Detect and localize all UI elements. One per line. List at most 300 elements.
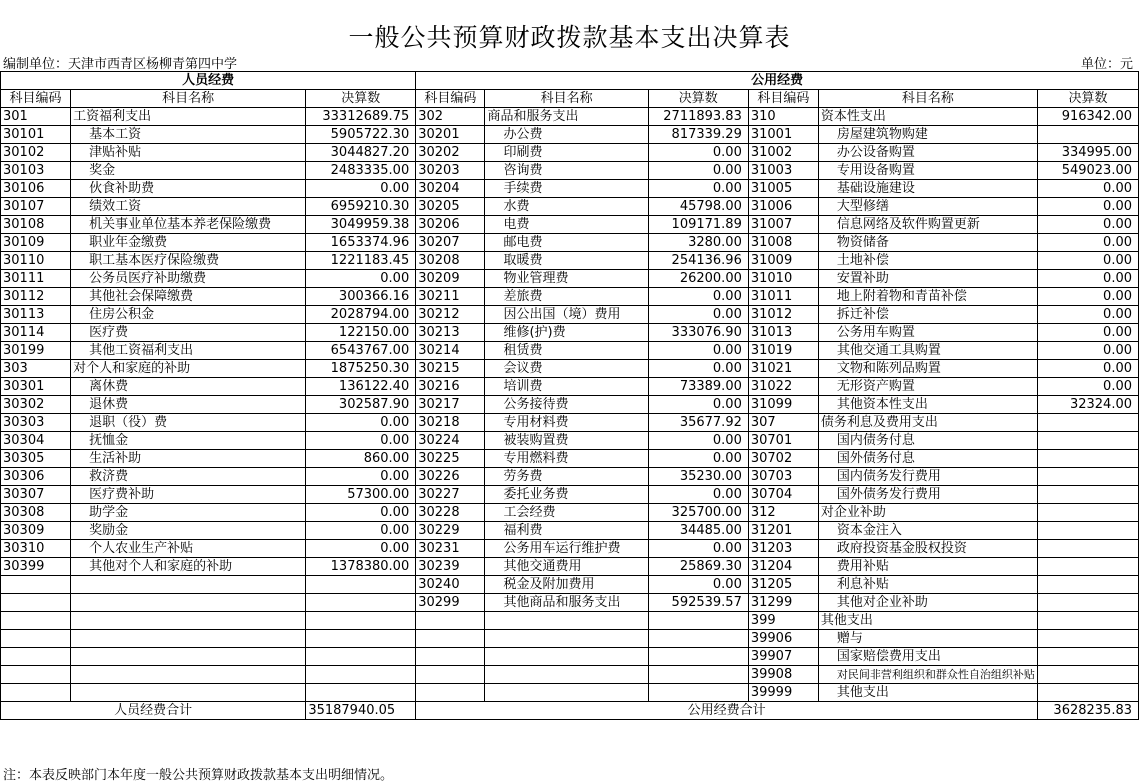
- cell-amount: 35677.92: [648, 414, 748, 432]
- cell-name: 物业管理费: [485, 270, 648, 288]
- cell-amount: [1037, 486, 1138, 504]
- cell-code: 302: [416, 108, 485, 126]
- cell-code: 30227: [416, 486, 485, 504]
- cell-amount: [1037, 576, 1138, 594]
- table-row: [1, 414, 1139, 432]
- cell-amount: 34485.00: [648, 522, 748, 540]
- cell-code: 31299: [748, 594, 818, 612]
- cell-amount: 3044827.20: [306, 144, 416, 162]
- cell-name: 其他支出: [818, 684, 1037, 702]
- cell-code: 31008: [748, 234, 818, 252]
- cell-amount: 916342.00: [1037, 108, 1138, 126]
- cell-amount: 0.00: [1037, 378, 1138, 396]
- cell-code: 399: [748, 612, 818, 630]
- cell-name: 助学金: [71, 504, 306, 522]
- cell-amount: 0.00: [1037, 270, 1138, 288]
- cell-amount: 2028794.00: [306, 306, 416, 324]
- table-row: [1, 126, 1139, 144]
- cell-code: 30213: [416, 324, 485, 342]
- cell-code: 30215: [416, 360, 485, 378]
- header-name: 科目名称: [71, 90, 306, 108]
- cell-amount: 73389.00: [648, 378, 748, 396]
- cell-amount: 1875250.30: [306, 360, 416, 378]
- group-header-public: 公用经费: [416, 72, 1139, 90]
- cell-amount: 0.00: [306, 540, 416, 558]
- header-code: 科目编码: [1, 90, 71, 108]
- cell-amount: 3049959.38: [306, 216, 416, 234]
- cell-code: 30108: [1, 216, 71, 234]
- cell-name: 物资储备: [818, 234, 1037, 252]
- cell-code: 30111: [1, 270, 71, 288]
- cell-name: 其他交通费用: [485, 558, 648, 576]
- cell-code: 30306: [1, 468, 71, 486]
- cell-name: 费用补贴: [818, 558, 1037, 576]
- cell-name: 劳务费: [485, 468, 648, 486]
- table-row: [1, 396, 1139, 414]
- cell-name: 专用材料费: [485, 414, 648, 432]
- cell-amount: 2711893.83: [648, 108, 748, 126]
- cell-name: [485, 666, 648, 684]
- cell-name: 对企业补助: [818, 504, 1037, 522]
- cell-code: 30309: [1, 522, 71, 540]
- cell-name: 其他对企业补助: [818, 594, 1037, 612]
- cell-name: 安置补助: [818, 270, 1037, 288]
- cell-name: 奖金: [71, 162, 306, 180]
- cell-amount: [1037, 540, 1138, 558]
- cell-code: 39908: [748, 666, 818, 684]
- cell-code: 31010: [748, 270, 818, 288]
- cell-code: 30113: [1, 306, 71, 324]
- cell-amount: [1037, 450, 1138, 468]
- cell-name: 公务员医疗补助缴费: [71, 270, 306, 288]
- cell-amount: [648, 630, 748, 648]
- cell-name: 工会经费: [485, 504, 648, 522]
- cell-amount: 33312689.75: [306, 108, 416, 126]
- total-public-value: 3628235.83: [1037, 702, 1138, 720]
- cell-code: 30225: [416, 450, 485, 468]
- cell-code: 30199: [1, 342, 71, 360]
- cell-code: 30229: [416, 522, 485, 540]
- total-personnel-value: 35187940.05: [306, 702, 416, 720]
- cell-code: 30308: [1, 504, 71, 522]
- cell-name: 医疗费: [71, 324, 306, 342]
- cell-name: [71, 630, 306, 648]
- cell-amount: [648, 648, 748, 666]
- cell-amount: 35230.00: [648, 468, 748, 486]
- cell-name: 退职（役）费: [71, 414, 306, 432]
- header-amount: 决算数: [306, 90, 416, 108]
- cell-amount: 109171.89: [648, 216, 748, 234]
- cell-code: 30202: [416, 144, 485, 162]
- cell-code: 30216: [416, 378, 485, 396]
- table-row: [1, 162, 1139, 180]
- cell-name: 离休费: [71, 378, 306, 396]
- cell-amount: 0.00: [648, 342, 748, 360]
- cell-code: [416, 648, 485, 666]
- table-row: [1, 684, 1139, 702]
- cell-code: [1, 576, 71, 594]
- cell-name: 咨询费: [485, 162, 648, 180]
- cell-name: 信息网络及软件购置更新: [818, 216, 1037, 234]
- cell-name: 其他社会保障缴费: [71, 288, 306, 306]
- cell-name: [485, 630, 648, 648]
- table-row: [1, 180, 1139, 198]
- cell-name: 委托业务费: [485, 486, 648, 504]
- cell-name: 住房公积金: [71, 306, 306, 324]
- cell-code: 31201: [748, 522, 818, 540]
- table-row: [1, 576, 1139, 594]
- cell-code: 31007: [748, 216, 818, 234]
- cell-amount: 0.00: [1037, 216, 1138, 234]
- cell-name: 土地补偿: [818, 252, 1037, 270]
- cell-name: 大型修缮: [818, 198, 1037, 216]
- table-row: [1, 108, 1139, 126]
- cell-amount: 0.00: [1037, 198, 1138, 216]
- cell-name: 水费: [485, 198, 648, 216]
- cell-name: 邮电费: [485, 234, 648, 252]
- cell-code: 30203: [416, 162, 485, 180]
- cell-name: 商品和服务支出: [485, 108, 648, 126]
- table-row: [1, 306, 1139, 324]
- cell-code: 301: [1, 108, 71, 126]
- cell-amount: 0.00: [1037, 288, 1138, 306]
- table-row: [1, 288, 1139, 306]
- header-amount: 决算数: [648, 90, 748, 108]
- header-code: 科目编码: [416, 90, 485, 108]
- cell-amount: [648, 684, 748, 702]
- cell-code: 30228: [416, 504, 485, 522]
- cell-code: 30207: [416, 234, 485, 252]
- cell-name: 印刷费: [485, 144, 648, 162]
- cell-amount: 0.00: [648, 540, 748, 558]
- cell-name: 租赁费: [485, 342, 648, 360]
- cell-name: 培训费: [485, 378, 648, 396]
- cell-code: 30214: [416, 342, 485, 360]
- cell-code: 31019: [748, 342, 818, 360]
- cell-code: 30109: [1, 234, 71, 252]
- table-row: [1, 216, 1139, 234]
- cell-amount: [1037, 468, 1138, 486]
- cell-code: 30106: [1, 180, 71, 198]
- cell-name: 其他对个人和家庭的补助: [71, 558, 306, 576]
- cell-name: 公务接待费: [485, 396, 648, 414]
- page-title: 一般公共预算财政拨款基本支出决算表: [348, 23, 791, 52]
- cell-code: 30310: [1, 540, 71, 558]
- cell-code: 30399: [1, 558, 71, 576]
- cell-amount: [306, 684, 416, 702]
- table-row: [1, 432, 1139, 450]
- cell-code: 31204: [748, 558, 818, 576]
- cell-name: 取暖费: [485, 252, 648, 270]
- table-row: [1, 630, 1139, 648]
- cell-code: 30218: [416, 414, 485, 432]
- cell-amount: 0.00: [648, 396, 748, 414]
- cell-name: 其他资本性支出: [818, 396, 1037, 414]
- cell-name: 国家赔偿费用支出: [818, 648, 1037, 666]
- cell-code: 31013: [748, 324, 818, 342]
- table-row: [1, 252, 1139, 270]
- cell-code: 30704: [748, 486, 818, 504]
- currency-unit: 单位：元: [1080, 57, 1133, 72]
- cell-amount: 0.00: [648, 486, 748, 504]
- cell-amount: [1037, 432, 1138, 450]
- cell-code: 30211: [416, 288, 485, 306]
- cell-name: 医疗费补助: [71, 486, 306, 504]
- cell-amount: 0.00: [1037, 252, 1138, 270]
- cell-amount: [306, 594, 416, 612]
- cell-amount: [1037, 594, 1138, 612]
- table-row: [1, 360, 1139, 378]
- total-personnel-label: 人员经费合计: [1, 702, 306, 720]
- cell-amount: 6543767.00: [306, 342, 416, 360]
- table-row: [1, 468, 1139, 486]
- cell-name: 资本金注入: [818, 522, 1037, 540]
- cell-amount: [1037, 684, 1138, 702]
- cell-code: 30703: [748, 468, 818, 486]
- cell-name: [71, 594, 306, 612]
- cell-amount: 122150.00: [306, 324, 416, 342]
- cell-amount: 6959210.30: [306, 198, 416, 216]
- cell-amount: 2483335.00: [306, 162, 416, 180]
- cell-name: [71, 648, 306, 666]
- table-row: [1, 594, 1139, 612]
- cell-name: 专用设备购置: [818, 162, 1037, 180]
- cell-name: 公务用车运行维护费: [485, 540, 648, 558]
- cell-code: [416, 684, 485, 702]
- cell-code: 30102: [1, 144, 71, 162]
- cell-amount: 817339.29: [648, 126, 748, 144]
- cell-code: 30206: [416, 216, 485, 234]
- cell-amount: 0.00: [648, 432, 748, 450]
- cell-name: 利息补贴: [818, 576, 1037, 594]
- table-row: [1, 558, 1139, 576]
- cell-amount: 592539.57: [648, 594, 748, 612]
- cell-name: 赠与: [818, 630, 1037, 648]
- cell-code: [1, 612, 71, 630]
- cell-amount: 0.00: [306, 522, 416, 540]
- cell-code: 30305: [1, 450, 71, 468]
- cell-amount: 136122.40: [306, 378, 416, 396]
- cell-code: 30301: [1, 378, 71, 396]
- cell-code: 30702: [748, 450, 818, 468]
- cell-code: 30212: [416, 306, 485, 324]
- table-row: [1, 270, 1139, 288]
- cell-name: [71, 612, 306, 630]
- cell-amount: [306, 630, 416, 648]
- cell-amount: 0.00: [1037, 180, 1138, 198]
- cell-code: 30209: [416, 270, 485, 288]
- cell-amount: 0.00: [648, 144, 748, 162]
- cell-code: [1, 684, 71, 702]
- cell-code: 30103: [1, 162, 71, 180]
- cell-code: 303: [1, 360, 71, 378]
- table-row: [1, 144, 1139, 162]
- cell-amount: 32324.00: [1037, 396, 1138, 414]
- cell-amount: 57300.00: [306, 486, 416, 504]
- cell-code: 30307: [1, 486, 71, 504]
- cell-code: 30114: [1, 324, 71, 342]
- cell-amount: [1037, 612, 1138, 630]
- cell-name: 国外债务发行费用: [818, 486, 1037, 504]
- cell-name: 公务用车购置: [818, 324, 1037, 342]
- table-row: [1, 486, 1139, 504]
- cell-amount: 860.00: [306, 450, 416, 468]
- cell-code: [1, 630, 71, 648]
- cell-amount: 0.00: [1037, 342, 1138, 360]
- table-row: [1, 324, 1139, 342]
- table-row: [1, 342, 1139, 360]
- cell-name: 工资福利支出: [71, 108, 306, 126]
- cell-amount: 0.00: [648, 162, 748, 180]
- cell-name: 维修(护)费: [485, 324, 648, 342]
- cell-code: [416, 666, 485, 684]
- table-row: [1, 648, 1139, 666]
- cell-code: 31001: [748, 126, 818, 144]
- table-row: [1, 234, 1139, 252]
- cell-code: 30299: [416, 594, 485, 612]
- cell-code: 39999: [748, 684, 818, 702]
- cell-name: 拆迁补偿: [818, 306, 1037, 324]
- table-row: [1, 522, 1139, 540]
- cell-code: 30101: [1, 126, 71, 144]
- cell-name: 会议费: [485, 360, 648, 378]
- cell-code: 30303: [1, 414, 71, 432]
- cell-code: 30302: [1, 396, 71, 414]
- cell-code: 30701: [748, 432, 818, 450]
- cell-code: [416, 630, 485, 648]
- cell-name: 国外债务付息: [818, 450, 1037, 468]
- cell-name: 津贴补贴: [71, 144, 306, 162]
- cell-name: 国内债务付息: [818, 432, 1037, 450]
- cell-name: 国内债务发行费用: [818, 468, 1037, 486]
- cell-code: 31011: [748, 288, 818, 306]
- cell-amount: [1037, 558, 1138, 576]
- cell-name: 机关事业单位基本养老保险缴费: [71, 216, 306, 234]
- cell-code: 30107: [1, 198, 71, 216]
- cell-amount: [306, 666, 416, 684]
- cell-name: [485, 612, 648, 630]
- cell-amount: [648, 666, 748, 684]
- cell-amount: [306, 612, 416, 630]
- cell-amount: 302587.90: [306, 396, 416, 414]
- cell-name: 手续费: [485, 180, 648, 198]
- header-amount: 决算数: [1037, 90, 1138, 108]
- cell-name: 资本性支出: [818, 108, 1037, 126]
- cell-amount: 333076.90: [648, 324, 748, 342]
- cell-amount: 0.00: [306, 432, 416, 450]
- cell-code: [1, 594, 71, 612]
- cell-amount: 0.00: [648, 576, 748, 594]
- cell-name: 被装购置费: [485, 432, 648, 450]
- cell-code: 39906: [748, 630, 818, 648]
- footnote: 注：本表反映部门本年度一般公共预算财政拨款基本支出明细情况。: [3, 768, 394, 783]
- group-header-personnel: 人员经费: [1, 72, 416, 90]
- header-code: 科目编码: [748, 90, 818, 108]
- reporting-unit: 编制单位：天津市西青区杨柳青第四中学: [3, 57, 238, 72]
- cell-amount: 254136.96: [648, 252, 748, 270]
- cell-amount: 1378380.00: [306, 558, 416, 576]
- cell-amount: 549023.00: [1037, 162, 1138, 180]
- table-row: [1, 450, 1139, 468]
- cell-amount: [648, 612, 748, 630]
- cell-code: 30240: [416, 576, 485, 594]
- cell-code: [1, 666, 71, 684]
- cell-amount: 1221183.45: [306, 252, 416, 270]
- cell-code: 30201: [416, 126, 485, 144]
- cell-code: 30226: [416, 468, 485, 486]
- cell-code: 31009: [748, 252, 818, 270]
- cell-name: 税金及附加费用: [485, 576, 648, 594]
- cell-name: 绩效工资: [71, 198, 306, 216]
- cell-amount: [1037, 648, 1138, 666]
- cell-code: 31012: [748, 306, 818, 324]
- cell-code: 39907: [748, 648, 818, 666]
- cell-amount: 25869.30: [648, 558, 748, 576]
- cell-amount: 0.00: [1037, 234, 1138, 252]
- cell-code: 30205: [416, 198, 485, 216]
- cell-name: 职业年金缴费: [71, 234, 306, 252]
- cell-code: 31099: [748, 396, 818, 414]
- cell-code: 30110: [1, 252, 71, 270]
- cell-code: 30304: [1, 432, 71, 450]
- cell-amount: [1037, 504, 1138, 522]
- cell-amount: 0.00: [306, 180, 416, 198]
- table-row: [1, 612, 1139, 630]
- cell-amount: 26200.00: [648, 270, 748, 288]
- cell-name: [71, 666, 306, 684]
- cell-name: 救济费: [71, 468, 306, 486]
- cell-name: 办公费: [485, 126, 648, 144]
- cell-code: 31005: [748, 180, 818, 198]
- cell-name: 其他交通工具购置: [818, 342, 1037, 360]
- cell-name: 房屋建筑物购建: [818, 126, 1037, 144]
- cell-amount: 334995.00: [1037, 144, 1138, 162]
- cell-name: 职工基本医疗保险缴费: [71, 252, 306, 270]
- cell-name: 专用燃料费: [485, 450, 648, 468]
- cell-name: 生活补助: [71, 450, 306, 468]
- cell-code: 31006: [748, 198, 818, 216]
- cell-amount: 45798.00: [648, 198, 748, 216]
- cell-name: 对个人和家庭的补助: [71, 360, 306, 378]
- cell-amount: 0.00: [1037, 324, 1138, 342]
- header-name: 科目名称: [485, 90, 648, 108]
- cell-code: 31021: [748, 360, 818, 378]
- total-public-label: 公用经费合计: [416, 702, 1038, 720]
- header-name: 科目名称: [818, 90, 1037, 108]
- cell-name: 伙食补助费: [71, 180, 306, 198]
- table-row: [1, 378, 1139, 396]
- cell-name: 地上附着物和青苗补偿: [818, 288, 1037, 306]
- cell-amount: [1037, 414, 1138, 432]
- cell-code: 310: [748, 108, 818, 126]
- cell-code: 31002: [748, 144, 818, 162]
- cell-code: 30112: [1, 288, 71, 306]
- cell-amount: 300366.16: [306, 288, 416, 306]
- cell-code: 30208: [416, 252, 485, 270]
- cell-name: 奖励金: [71, 522, 306, 540]
- expenditure-table: [0, 71, 1139, 720]
- cell-code: [1, 648, 71, 666]
- table-row: [1, 504, 1139, 522]
- cell-amount: 0.00: [1037, 360, 1138, 378]
- cell-amount: 0.00: [648, 180, 748, 198]
- cell-name: 个人农业生产补贴: [71, 540, 306, 558]
- cell-code: 31003: [748, 162, 818, 180]
- cell-name: 退休费: [71, 396, 306, 414]
- cell-amount: [306, 648, 416, 666]
- cell-name: 抚恤金: [71, 432, 306, 450]
- cell-name: [485, 648, 648, 666]
